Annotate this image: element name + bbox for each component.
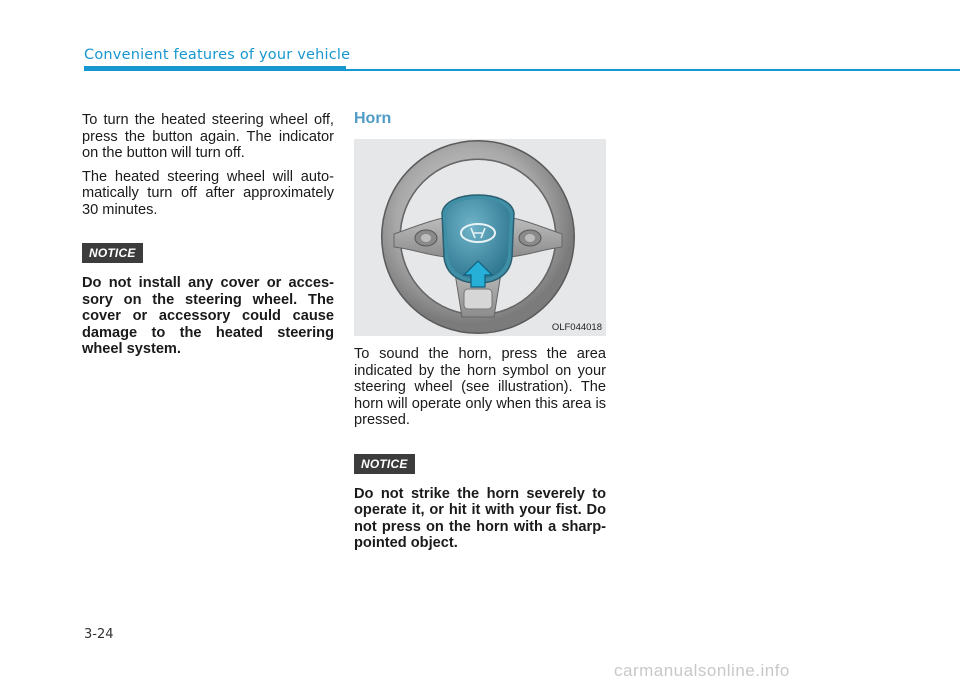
figure-code: OLF044018 <box>551 322 602 333</box>
section-heading-horn: Horn <box>354 110 392 127</box>
notice-text: Do not install any cover or acces-sory on the steering wheel. The cover or accessory could cause damage to the heated steering wheel system. <box>82 275 334 357</box>
left-column <box>82 112 334 365</box>
notice-badge: NOTICE <box>354 454 415 474</box>
paragraph-horn: To sound the horn, press the area indicated by the horn symbol on your steering wheel (see illustration). The horn will operate only when this area is pressed. <box>354 346 606 428</box>
section-header-title: Convenient features of your vehicle <box>84 47 351 63</box>
watermark: carmanualsonline.info <box>614 661 790 680</box>
steering-wheel-icon <box>354 139 606 336</box>
paragraph-auto-off: The heated steering wheel will auto-matically turn off after approximately 30 minutes. <box>82 168 334 218</box>
paragraph-heated-off: To turn the heated steering wheel off, press the button again. The indicator on the button will turn off. <box>82 112 334 161</box>
page-number: 3-24 <box>84 627 114 642</box>
right-column <box>354 110 606 128</box>
notice-text: Do not strike the horn severely to operate it, or hit it with your fist. Do not press on the horn with a sharp-pointed object. <box>354 485 606 551</box>
right-column-body <box>354 346 606 559</box>
header-rule-thin <box>346 69 960 71</box>
notice-badge: NOTICE <box>82 243 143 263</box>
header-rule-thick <box>84 66 346 71</box>
steering-wheel-figure <box>354 139 606 336</box>
